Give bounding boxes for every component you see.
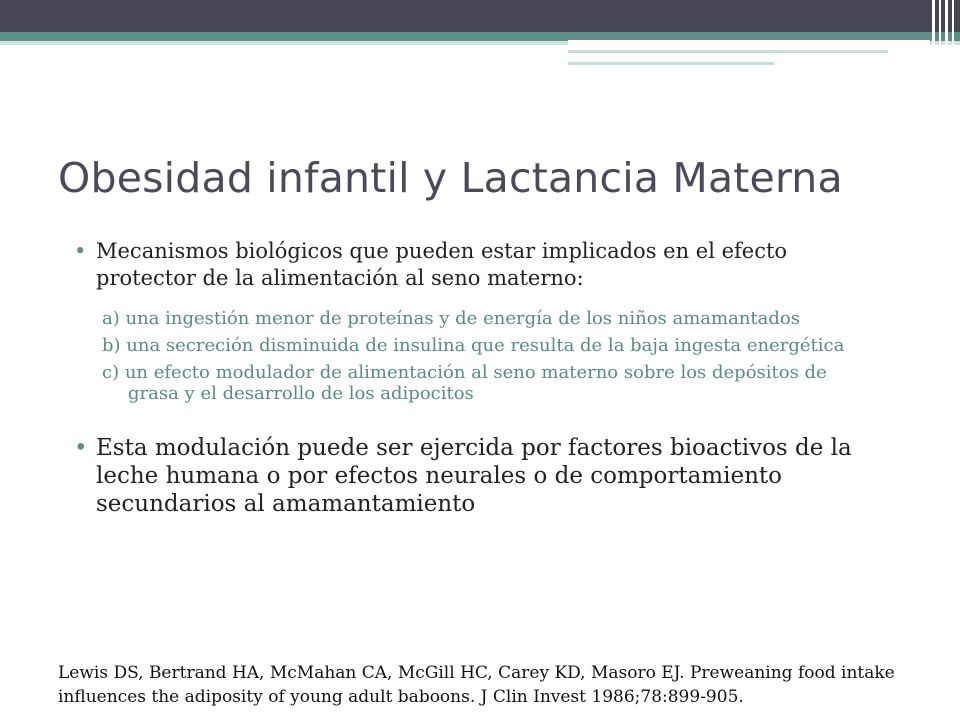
decorative-line	[568, 50, 888, 53]
sub-item: a) una ingestión menor de proteínas y de energía de los niños amamantados	[102, 308, 800, 329]
bullet-item	[74, 434, 874, 518]
bullet-dot-icon: •	[74, 435, 88, 461]
bullet-text: Mecanismos biológicos que pueden estar implicados en el efecto protector de la alimentación al seno materno:	[96, 239, 788, 290]
citation-reference: Lewis DS, Bertrand HA, McMahan CA, McGill HC, Carey KD, Masoro EJ. Preweaning food intake influences the adiposity of young adult baboons. J Clin Invest 1986;78:899-905.	[58, 663, 895, 707]
slide-title: Obesidad infantil y Lactancia Materna	[58, 154, 843, 202]
bullet-dot-icon: •	[74, 239, 87, 263]
header-bar	[0, 0, 960, 32]
bullet-text: Esta modulación puede ser ejercida por factores bioactivos de la leche humana o por efectos neurales o de comportamiento secundarios al amamantamiento	[96, 435, 852, 517]
sub-item: b) una secreción disminuida de insulina que resulta de la baja ingesta energética	[102, 335, 845, 356]
decorative-line-short	[568, 62, 774, 65]
slide-content	[74, 238, 874, 518]
corner-decoration	[930, 0, 960, 45]
sub-list	[102, 308, 874, 404]
bullet-item	[74, 238, 874, 292]
sub-item: c) un efecto modulador de alimentación al seno materno sobre los depósitos de grasa y el desarrollo de los adipocitos	[102, 362, 827, 404]
